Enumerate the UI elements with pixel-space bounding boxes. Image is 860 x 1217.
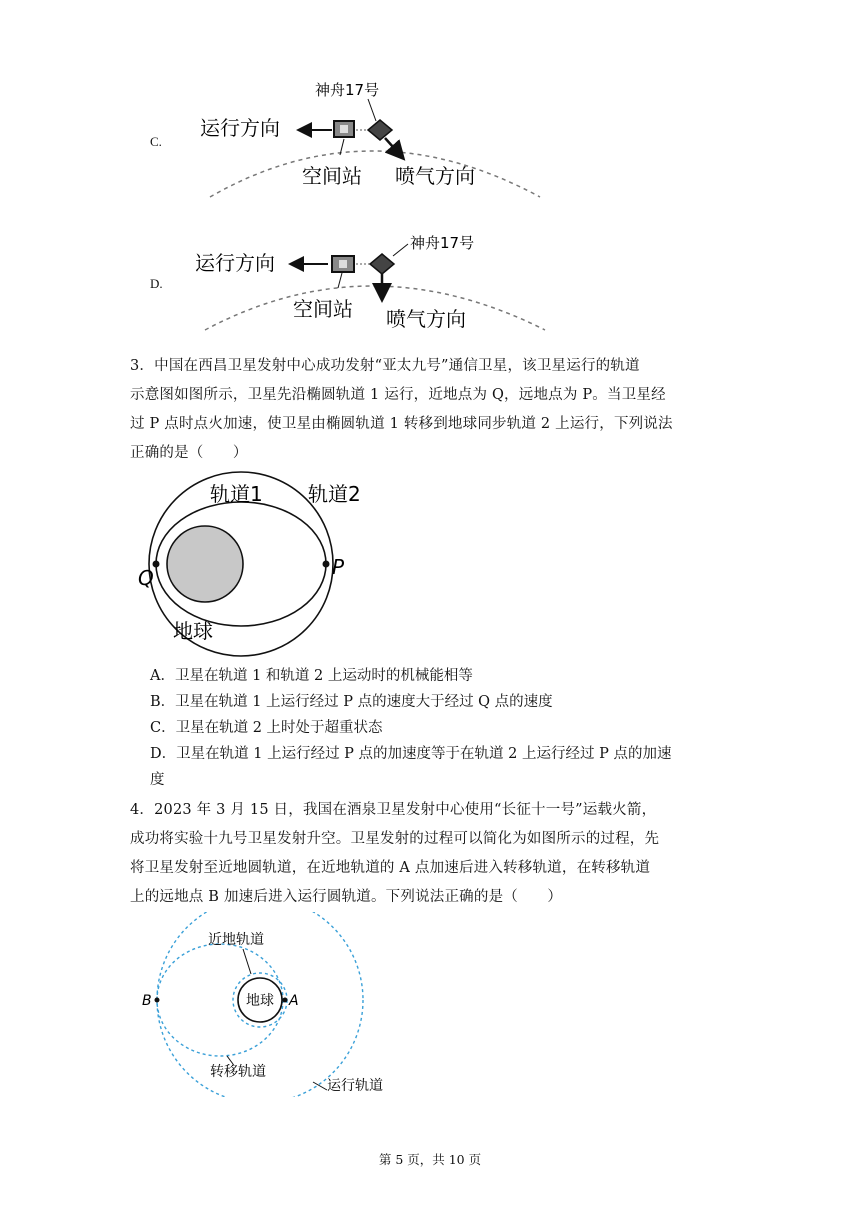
diagram-c: [190, 75, 550, 205]
question-4-line: 上的远地点 B 加速后进入运行圆轨道。下列说法正确的是（ ）: [130, 889, 563, 905]
option-c-letter: C.: [150, 134, 162, 149]
transfer-orbit-label: 转移轨道: [210, 1064, 266, 1080]
earth-label: 地球: [173, 619, 213, 643]
q-label: Q: [138, 566, 154, 590]
space-station-label: 空间站: [293, 297, 353, 321]
shenzhou-craft-icon: [368, 120, 392, 140]
run-orbit-label: 运行轨道: [327, 1078, 383, 1094]
jet-direction-arrow: [385, 138, 402, 157]
orbit-2-label: 轨道2: [308, 482, 361, 506]
run-direction-label: 运行方向: [195, 251, 275, 275]
shenzhou-craft-icon: [370, 254, 394, 274]
orbit-arc: [210, 151, 540, 197]
question-3-line: 示意图如图所示，卫星先沿椭圆轨道 1 运行，近地点为 Q，远地点为 P。当卫星经: [130, 387, 666, 403]
question-4-line: 成功将实验十九号卫星发射升空。卫星发射的过程可以简化为如图所示的过程，先: [130, 831, 660, 847]
question-3-text: [130, 352, 730, 468]
b-label: B: [142, 993, 152, 1009]
question-4-text: [130, 796, 730, 912]
option-d-continued: 度: [150, 772, 165, 788]
option-d-letter: D.: [150, 276, 163, 291]
earth-circle: [167, 526, 243, 602]
option-d: D．卫星在轨道 1 上运行经过 P 点的加速度等于在轨道 2 上运行经过 P 点的加速: [150, 746, 672, 762]
page-footer: 第 5 页，共 10 页: [378, 1152, 482, 1167]
option-a: A．卫星在轨道 1 和轨道 2 上运动时的机械能相等: [150, 668, 473, 684]
question-3-options: [150, 663, 730, 793]
question-3-line: 3．中国在西昌卫星发射中心成功发射“亚太九号”通信卫星，该卫星运行的轨道: [130, 358, 640, 374]
point-p: [323, 561, 330, 568]
point-b: [155, 998, 160, 1003]
space-station-label: 空间站: [302, 164, 362, 188]
question-4-line: 将卫星发射至近地圆轨道，在近地轨道的 A 点加速后进入转移轨道，在转移轨道: [130, 860, 651, 876]
point-a: [283, 998, 288, 1003]
question-4-line: 4．2023 年 3 月 15 日，我国在酒泉卫星发射中心使用“长征十一号”运载火箭，: [130, 802, 657, 818]
option-c: C．卫星在轨道 2 上时处于超重状态: [150, 720, 383, 736]
diagram-d: [190, 222, 550, 338]
orbit-1-label: 轨道1: [210, 482, 263, 506]
p-label: P: [332, 555, 345, 579]
orbit-diagram-q4: [135, 912, 415, 1097]
jet-direction-label: 喷气方向: [386, 307, 466, 331]
question-3-line: 过 P 点时点火加速，使卫星由椭圆轨道 1 转移到地球同步轨道 2 上运行，下列说法: [130, 416, 673, 432]
orbit-diagram-q3: [128, 470, 368, 660]
option-b: B．卫星在轨道 1 上运行经过 P 点的速度大于经过 Q 点的速度: [150, 694, 553, 710]
orbit-arc: [205, 286, 545, 330]
earth-label: 地球: [246, 993, 274, 1009]
shenzhou-label: 神舟17号: [315, 81, 380, 99]
shenzhou-label: 神舟17号: [410, 234, 475, 252]
jet-direction-label: 喷气方向: [395, 164, 475, 188]
a-label: A: [289, 993, 299, 1009]
near-orbit-label: 近地轨道: [208, 932, 264, 948]
run-direction-label: 运行方向: [200, 116, 280, 140]
question-3-line: 正确的是（ ）: [130, 445, 248, 461]
